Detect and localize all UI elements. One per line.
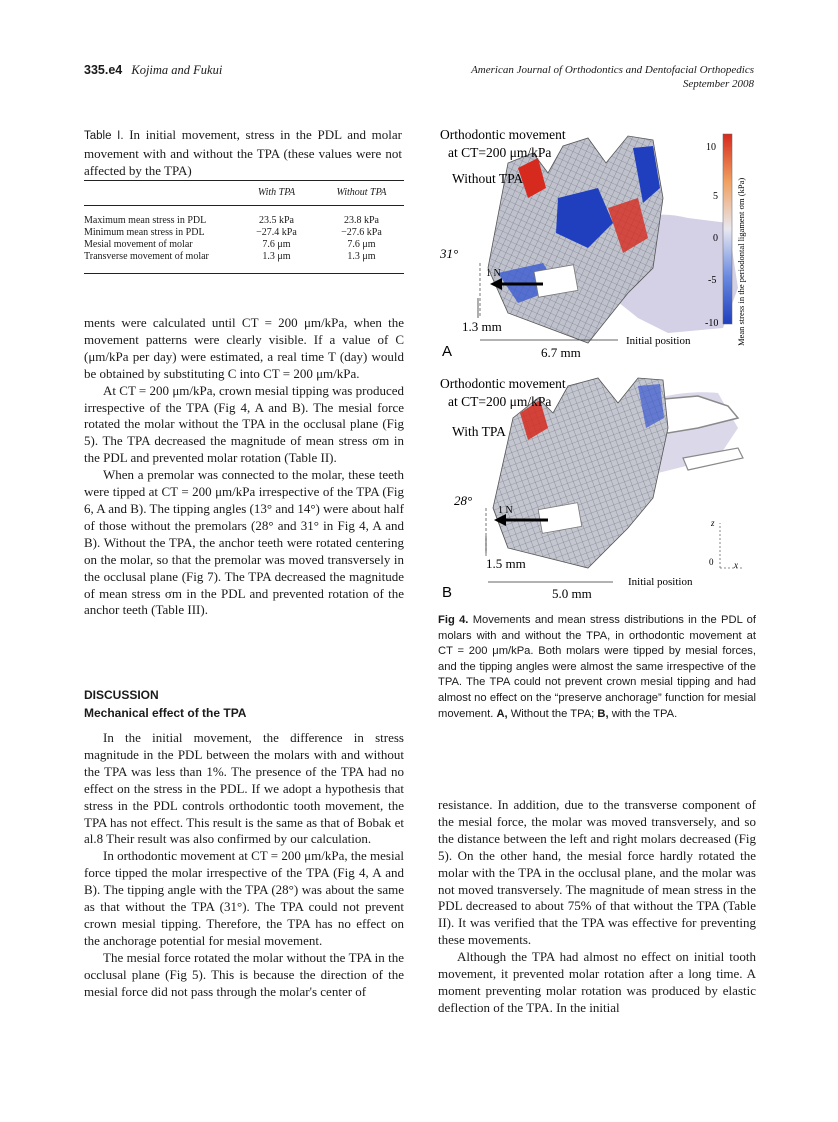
figure-4-svg [438, 128, 756, 608]
subsection-heading: Mechanical effect of the TPA [84, 706, 247, 720]
table-cell: Minimum mean stress in PDL [84, 227, 205, 238]
caption-panel-a-text: Without the TPA; [510, 707, 595, 720]
paragraph: When a premolar was connected to the molar, these teeth were tipped at CT = 200 μm/kPa irrespective of the TPA (Fig 6, A and B). The tipping angles (13° and 14°) were about half of those without the premolars (28° and 31° in Fig 4, A and B). Without the TPA, the anchor teeth were rotated centering on the molar, so that the premolar was moved transversely in the occlusal plane (Fig 7). The TPA decreased the magnitude of mean stress σm in the PDL and prevented rotation of the anchor teeth (Table III). [84, 467, 404, 618]
panel-b-condition: With TPA [452, 424, 506, 439]
table1-caption [84, 126, 402, 179]
paragraph: resistance. In addition, due to the transverse component of the mesial force, the molar was moved transversely, and so the distance between the left and right molars decreased (Fig 5). On the other hand, the mesial force hardly rotated the molar with the TPA in the occlusal plane, and the molar was not moved transversely. The magnitude of mean stress in the PDL decreased to about 75% of that without the TPA (Table II). It was verified that the TPA was effective for preventing these movements. [438, 797, 756, 948]
force-label: 1 N [486, 268, 501, 279]
table-cell: −27.6 kPa [341, 227, 382, 238]
table-row [84, 251, 404, 274]
journal-name: American Journal of Orthodontics and Dentofacial Orthopedics [471, 64, 754, 76]
paragraph: In orthodontic movement at CT = 200 μm/kPa, the mesial force tipped the molar irrespective of the TPA (Fig 4, A and B). The tipping angle with the TPA (28°) was about the same as that without the TPA (31°). The TPA could not prevent crown mesial tipping. Therefore, the TPA has no effect on the anchorage potential for mesial movement. [84, 848, 404, 948]
table-cell: Mesial movement of molar [84, 239, 193, 250]
table-cell: 1.3 μm [262, 251, 291, 262]
colorbar-tick: -5 [708, 275, 717, 286]
section-heading: DISCUSSION [84, 688, 159, 702]
paragraph: In the initial movement, the difference in stress magnitude in the PDL between the molars with and without the TPA was less than 1%. The presence of the TPA had no effect on the stress in the PDL. If we adopt a hypothesis that stress in the PDL controls orthodontic tooth movement, the TPA has not effect. This result is the same as that of Bobak et al.8 Their result was also confirmed by our calculation. [84, 730, 404, 847]
colorbar-label: Mean stress in the periodontal ligament σm (kPa) [736, 177, 746, 346]
table-cell: 23.5 kPa [259, 215, 294, 226]
dim-vertical: 1.5 mm [486, 556, 526, 571]
dim-horizontal: 5.0 mm [552, 586, 592, 601]
running-header-right [374, 63, 754, 91]
colorbar-tick: -10 [705, 318, 719, 329]
panel-b-title-2: at CT=200 μm/kPa [448, 394, 552, 409]
tipping-angle: 31° [440, 246, 459, 261]
caption-panel-b: B, [597, 707, 609, 720]
axis-origin: 0 [709, 557, 714, 567]
paragraph: At CT = 200 μm/kPa, crown mesial tipping was produced irrespective of the TPA (Fig 4, A and B). The mesial force rotated the molar without the TPA in the occlusal plane (Fig 5). The TPA decreased the magnitude of mean stress σm in the PDL and prevented molar rotation (Table II). [84, 382, 404, 466]
caption-panel-a: A, [496, 707, 508, 720]
colorbar [723, 134, 732, 324]
paragraph: Although the TPA had almost no effect on initial tooth movement, it prevented molar rotation after a long time. A moment preventing molar rotation was produced by elastic deflection of the TPA. In the initial [438, 949, 756, 1015]
panel-b-label: B [442, 584, 453, 601]
table-row [84, 206, 404, 228]
authors: Kojima and Fukui [131, 63, 223, 77]
left-column-upper [84, 315, 404, 619]
figure-label: Fig 4. [438, 614, 469, 626]
table-row [84, 239, 404, 251]
panel-a-title-1: Orthodontic movement [440, 128, 566, 142]
figure-4 [438, 128, 756, 608]
table1-label: Table I. [84, 130, 124, 142]
table-cell: 7.6 μm [347, 239, 376, 250]
running-header-left [84, 63, 222, 78]
issue-date: September 2008 [682, 78, 754, 90]
panel-a [439, 128, 746, 360]
table-row [84, 227, 404, 239]
figure-caption-text: Movements and mean stress distributions in the PDL of molars with and without the TPA, in orthodontic movement at CT = 200 μm/kPa. Both molars were tipped by mesial forces, and the tipping angles were almost the same irrespective of the TPA. The TPA could not prevent crown mesial tipping and had almost no effect on the “preserve anchorage” function for mesial movement. [438, 614, 756, 720]
table1 [84, 180, 404, 274]
table-cell: 1.3 μm [347, 251, 376, 262]
paragraph: ments were calculated until CT = 200 μm/kPa, when the movement patterns were clearly visible. If a value of C (μm/kPa per day) were estimated, a real time T (day) would be obtained by substituting C into CT = 200 μm/kPa. [84, 315, 404, 381]
table-cell: Maximum mean stress in PDL [84, 215, 207, 226]
caption-panel-b-text: with the TPA. [611, 707, 678, 720]
page-number: 335.e4 [84, 63, 123, 77]
colorbar-tick: 0 [713, 233, 718, 244]
colorbar-tick: 10 [706, 142, 716, 153]
force-label: 1 N [498, 505, 513, 516]
initial-position-label: Initial position [628, 576, 693, 588]
table1-col-header: With TPA [257, 187, 296, 198]
paragraph: The mesial force rotated the molar without the TPA in the occlusal plane (Fig 5). This is because the direction of the mesial force did not pass through the molar's center of [84, 949, 404, 999]
axis-label-z: z [711, 518, 715, 528]
panel-b-title-1: Orthodontic movement [440, 376, 566, 391]
table-cell: 7.6 μm [262, 239, 291, 250]
axis-label-x: x [734, 560, 738, 570]
initial-position-label: Initial position [626, 335, 691, 347]
dim-vertical: 1.3 mm [462, 319, 502, 334]
panel-b [440, 376, 743, 601]
table1-caption-text: In initial movement, stress in the PDL and molar movement with and without the TPA (these values were not affected by the TPA) [84, 127, 403, 178]
right-column-lower [438, 797, 756, 1017]
table-cell: Transverse movement of molar [84, 251, 209, 262]
table1-col-header: Without TPA [336, 187, 387, 198]
figure-4-caption [438, 613, 756, 722]
table1-header-row [84, 181, 404, 206]
panel-a-condition: Without TPA [452, 171, 524, 186]
table-cell: 23.8 kPa [344, 215, 379, 226]
dim-horizontal: 6.7 mm [541, 345, 581, 360]
panel-a-title-2: at CT=200 μm/kPa [448, 145, 552, 160]
table1-col-header [84, 181, 234, 206]
panel-a-label: A [442, 343, 453, 360]
table-cell: −27.4 kPa [256, 227, 297, 238]
colorbar-tick: 5 [713, 191, 718, 202]
tipping-angle: 28° [454, 493, 473, 508]
left-column-discussion [84, 686, 404, 1001]
